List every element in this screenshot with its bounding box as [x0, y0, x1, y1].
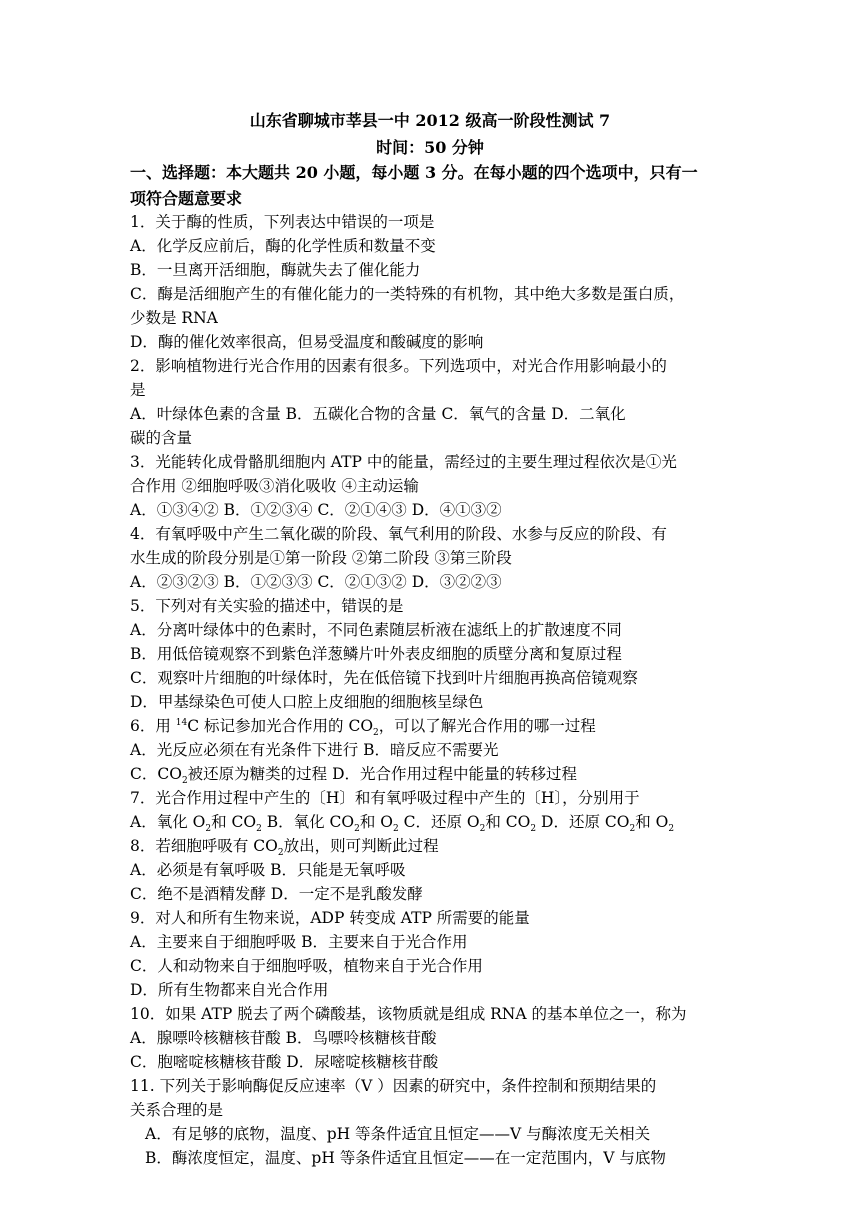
text-line: A．主要来自于细胞呼吸 B．主要来自于光合作用 — [130, 933, 468, 951]
question-11-option-b: B．酶浓度恒定，温度、pH 等条件适宜且恒定——在一定范围内，V 与底物 — [145, 1149, 666, 1167]
text-line: 合作用 ②细胞呼吸③消化吸收 ④主动运输 — [130, 477, 419, 495]
text-line: D．所有生物都来自光合作用 — [130, 981, 329, 999]
text-line: B．用低倍镜观察不到紫色洋葱鳞片叶外表皮细胞的质壁分离和复原过程 — [130, 645, 622, 663]
question-8: 8．若细胞呼吸有 $CO_2$放出，则可判断此过程 — [130, 837, 439, 859]
text-line: 3．光能转化成骨骼肌细胞内 ATP 中的能量，需经过的主要生理过程依次是①光 — [130, 453, 677, 471]
text-line: A．①③④② B．①②③④ C．②①④③ D．④①③② — [130, 501, 502, 519]
text-line: 关系合理的是 — [130, 1101, 224, 1119]
text-line: C．酶是活细胞产生的有催化能力的一类特殊的有机物，其中绝大多数是蛋白质， — [130, 285, 685, 303]
text-line: C．观察叶片细胞的叶绿体时，先在低倍镜下找到叶片细胞再换高倍镜观察 — [130, 669, 638, 687]
text-line: 5．下列对有关实验的描述中，错误的是 — [130, 597, 404, 615]
text-line: 碳的含量 — [130, 429, 193, 447]
text-line: 水生成的阶段分别是①第一阶段 ②第二阶段 ③第三阶段 — [130, 549, 512, 567]
text-line: 2．影响植物进行光合作用的因素有很多。下列选项中，对光合作用影响最小的 — [130, 357, 667, 375]
section-heading-line-1: 一、选择题：本大题共 20 小题，每小题 3 分。在每小题的四个选项中，只有一 — [130, 163, 698, 182]
text-line: A．分离叶绿体中的色素时，不同色素随层析液在滤纸上的扩散速度不同 — [130, 621, 622, 639]
question-7-options: A．氧化 $O_2$和 $CO_2$ B．氧化 $CO_2$和 $O_2$ C．还原 $O_2$和 $CO_2$ D．还原 $CO_2$和 $O_2$ — [130, 813, 675, 835]
question-6: 6．用 $^{14}$C 标记参加光合作用的 $CO_2$，可以了解光合作用的哪一过程 — [130, 717, 596, 739]
text-line: A．叶绿体色素的含量 B．五碳化合物的含量 C．氧气的含量 D．二氧化 — [130, 405, 626, 423]
text-line: 9．对人和所有生物来说，ADP 转变成 ATP 所需要的能量 — [130, 909, 530, 927]
section-heading-line-2: 项符合题意要求 — [130, 189, 243, 208]
question-11-option-a: A．有足够的底物，温度、pH 等条件适宜且恒定——V 与酶浓度无关相关 — [145, 1125, 651, 1143]
question-6-options: C．$CO_2$被还原为糖类的过程 D．光合作用过程中能量的转移过程 — [130, 765, 578, 787]
text-line: A．必须是有氧呼吸 B．只能是无氧呼吸 — [130, 861, 406, 879]
text-line: A．腺嘌呤核糖核苷酸 B．鸟嘌呤核糖核苷酸 — [130, 1029, 437, 1047]
text-line: C．绝不是酒精发酵 D．一定不是乳酸发酵 — [130, 885, 423, 903]
text-line: 10．如果 ATP 脱去了两个磷酸基，该物质就是组成 RNA 的基本单位之一，称为 — [130, 1005, 687, 1023]
text-line: B．一旦离开活细胞，酶就失去了催化能力 — [130, 261, 421, 279]
text-line: D．甲基绿染色可使人口腔上皮细胞的细胞核呈绿色 — [130, 693, 484, 711]
text-line: 少数是 RNA — [130, 309, 218, 327]
text-line: 1．关于酶的性质，下列表达中错误的一项是 — [130, 213, 435, 231]
text-line: A．化学反应前后，酶的化学性质和数量不变 — [130, 237, 436, 255]
text-line: D．酶的催化效率很高，但易受温度和酸碱度的影响 — [130, 333, 484, 351]
text-line: C．胞嘧啶核糖核苷酸 D．尿嘧啶核糖核苷酸 — [130, 1053, 439, 1071]
exam-time: 时间：50 分钟 — [376, 138, 484, 157]
question-list — [130, 210, 740, 1170]
question-7: 7．光合作用过程中产生的〔H〕和有氧呼吸过程中产生的〔H〕，分别用于 — [130, 789, 640, 807]
text-line: A．光反应必须在有光条件下进行 B．暗反应不需要光 — [130, 741, 499, 759]
text-line: 11. 下列关于影响酶促反应速率（V ）因素的研究中，条件控制和预期结果的 — [130, 1077, 657, 1095]
text-line: 是 — [130, 381, 146, 399]
text-line: C．人和动物来自于细胞呼吸，植物来自于光合作用 — [130, 957, 483, 975]
document-title: 山东省聊城市莘县一中 2012 级高一阶段性测试 7 — [249, 111, 611, 130]
section-heading — [130, 160, 740, 212]
text-line: 4．有氧呼吸中产生二氧化碳的阶段、氧气利用的阶段、水参与反应的阶段、有 — [130, 525, 667, 543]
text-line: A．②③②③ B．①②③③ C．②①③② D．③②②③ — [130, 573, 502, 591]
